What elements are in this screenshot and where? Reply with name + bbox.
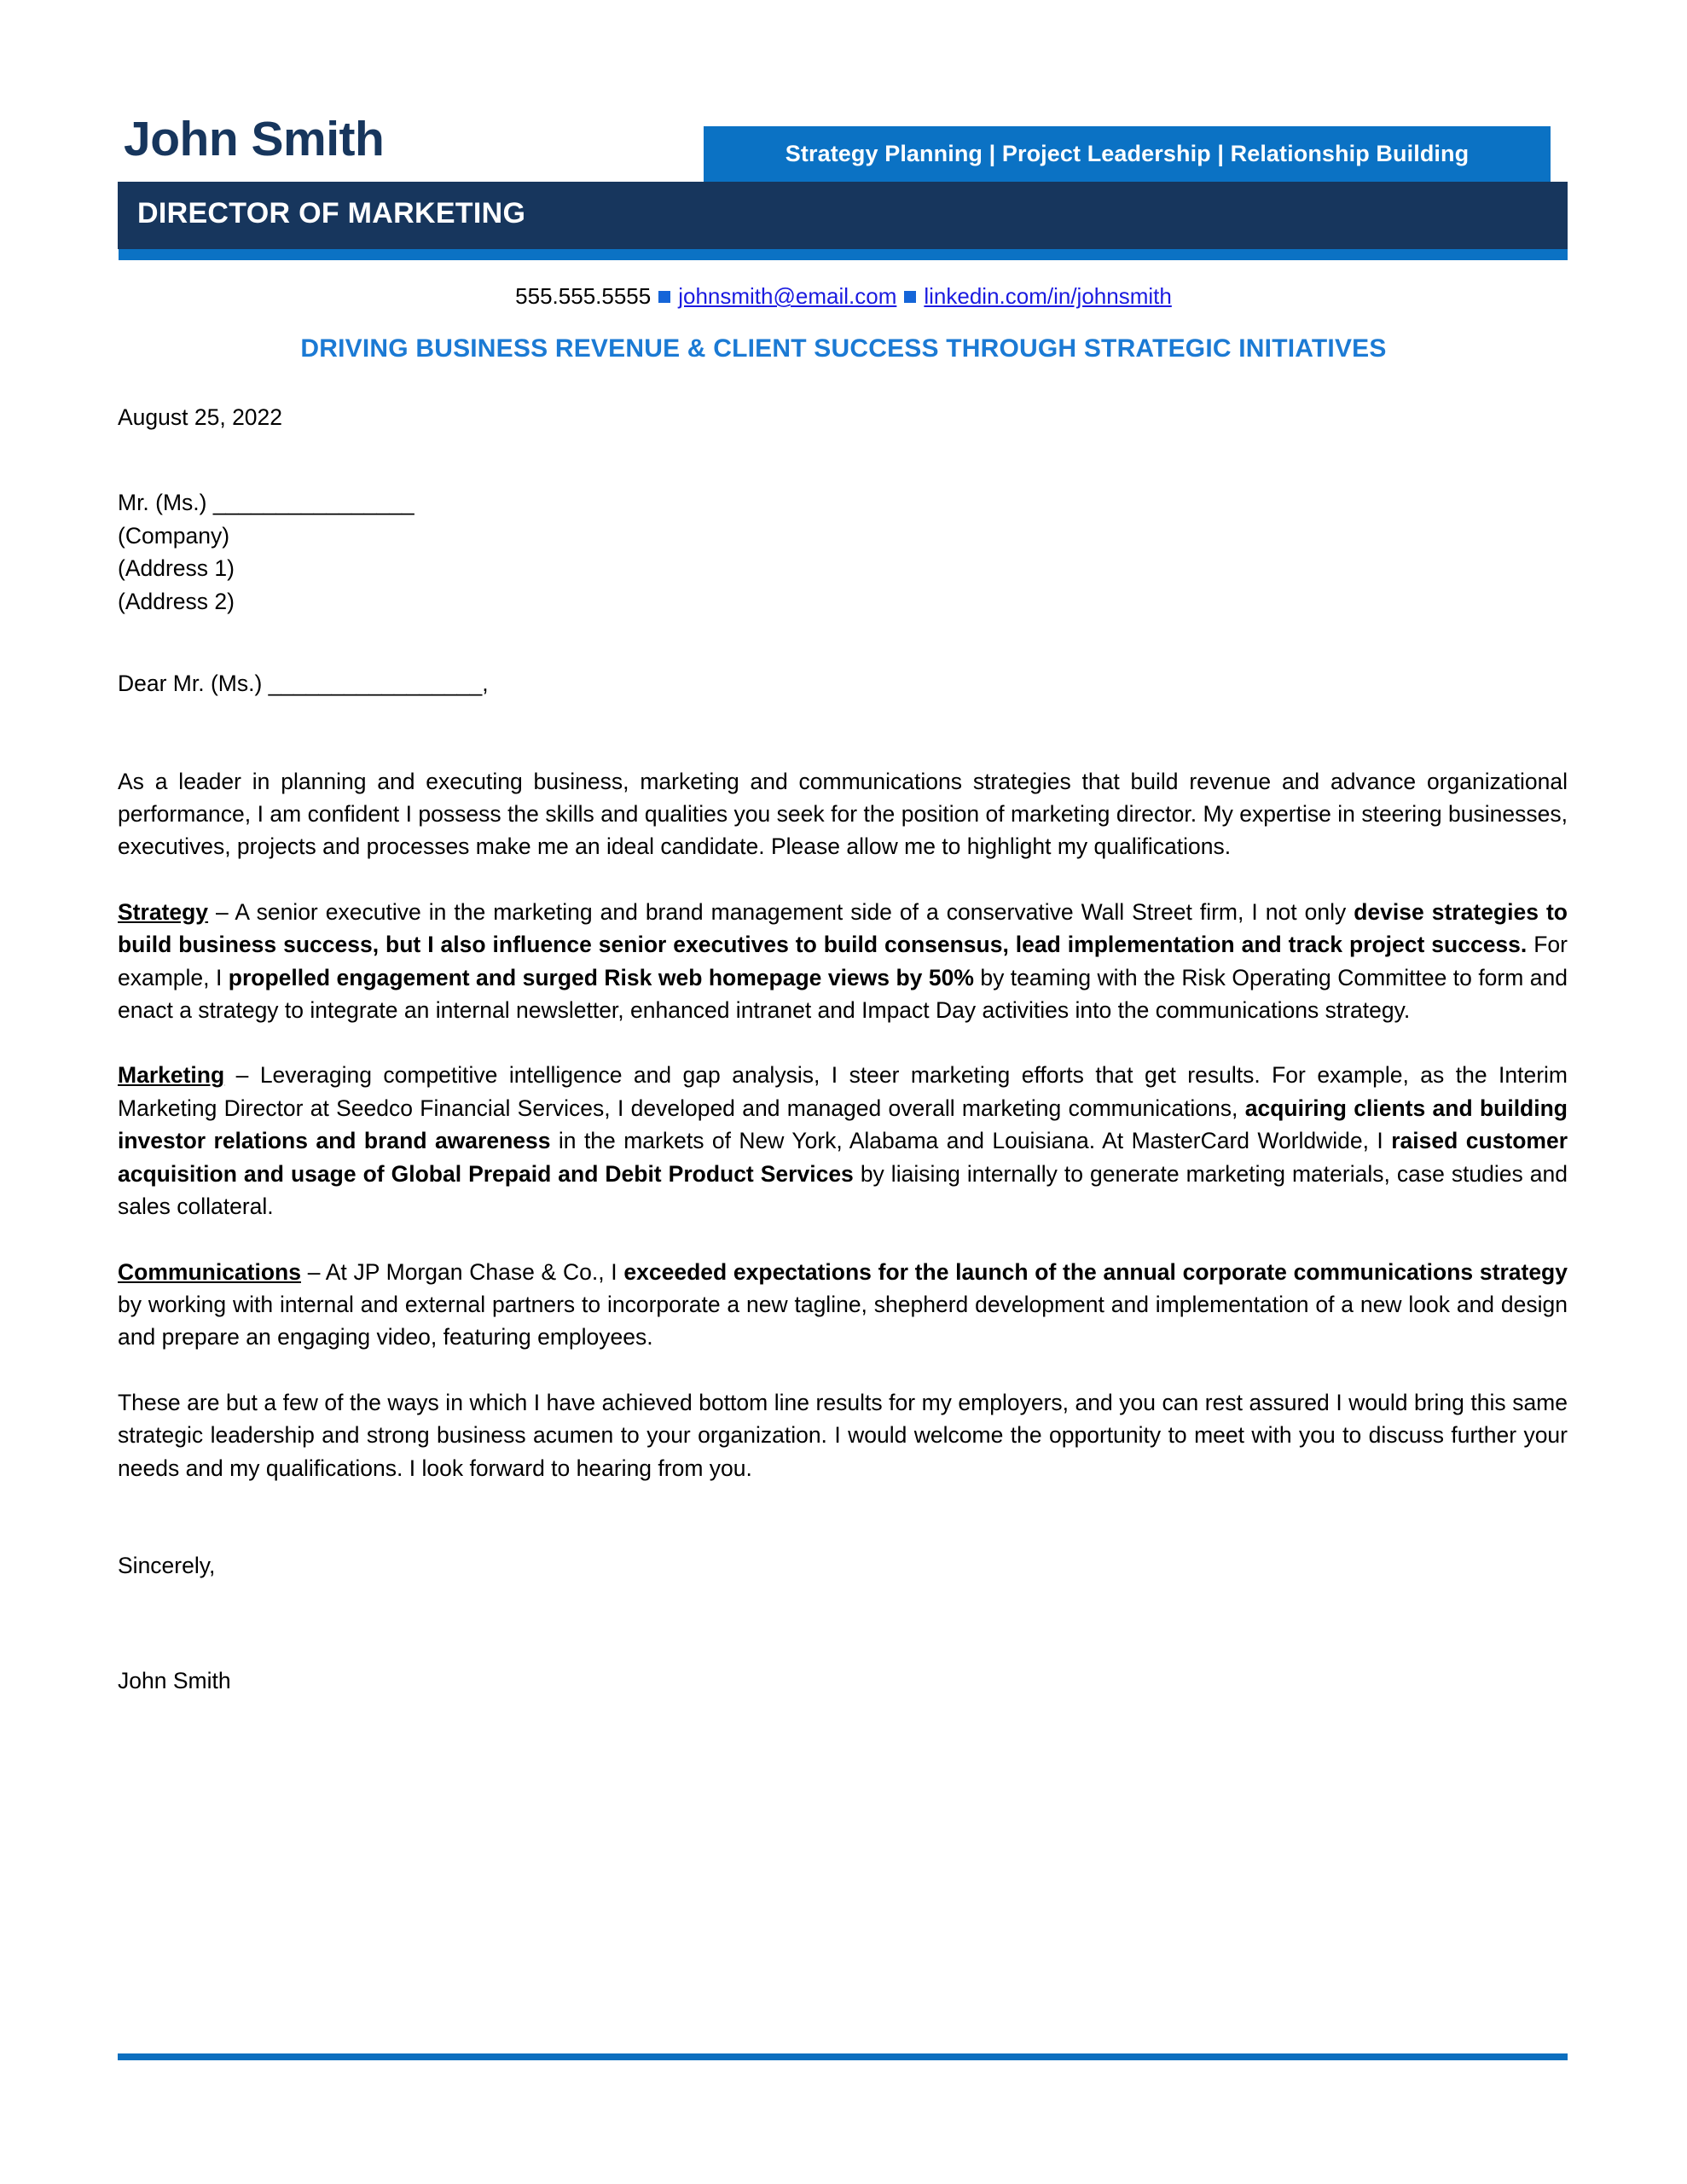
paragraph-strategy	[118, 896, 1568, 1027]
strategy-text-1: A senior executive in the marketing and brand management side of a conservative Wall Street firm, I not only	[235, 898, 1354, 925]
marketing-text-1: Leveraging competitive intelligence and gap analysis, I steer marketing efforts that get results. For example, as the Interim Marketing Director at Seedco Financial Services, I developed and managed overall marketing communications,	[118, 1062, 1568, 1121]
marketing-bold-2: raised customer acquisition and usage of Global Prepaid and Debit Product Services	[118, 1128, 1568, 1187]
contact-line	[0, 283, 1687, 310]
strategy-dash: –	[208, 898, 235, 925]
letter-date: August 25, 2022	[118, 404, 283, 430]
strategy-bold-2: propelled engagement and surged Risk web homepage views by 50%	[228, 964, 974, 990]
communications-label: Communications	[118, 1258, 301, 1285]
spacer	[118, 1223, 1568, 1256]
strategy-text-3: by teaming with the Risk Operating Committee to form and enact a strategy to integrate an internal newsletter, enhanced intranet and Impact Day activities into the communications strategy.	[118, 964, 1568, 1024]
strategy-bold-1: devise strategies to build business success, but I also influence senior executives to build consensus, lead implementation and track project success.	[118, 898, 1568, 958]
strategy-text-2: For example, I	[118, 932, 1568, 990]
marketing-label: Marketing	[118, 1062, 225, 1089]
spacer	[118, 1354, 1568, 1386]
recipient-address1-line: (Address 1)	[118, 555, 235, 582]
closing-salutation: Sincerely,	[118, 1553, 216, 1579]
recipient-company-line: (Company)	[118, 522, 230, 549]
header-accent-rule	[119, 249, 1568, 260]
recipient-address2-line: (Address 2)	[118, 588, 235, 614]
page-title: John Smith	[124, 112, 385, 166]
linkedin-link[interactable]: linkedin.com/in/johnsmith	[924, 283, 1172, 309]
paragraph-intro: As a leader in planning and executing business, marketing and communications strategies that build revenue and advance organizational performance, I am confident I possess the skills and qualities you seek for the position of marketing director. My expertise in steering businesses, executives, projects and processes make me an ideal candidate. Please allow me to highlight my qualifications.	[118, 768, 1568, 860]
strategy-label: Strategy	[118, 898, 209, 925]
letter-header	[0, 0, 1687, 282]
letter-body	[118, 401, 1568, 1697]
bullet-square-icon	[904, 291, 916, 303]
communications-bold-1: exceeded expectations for the launch of the annual corporate communications strategy	[623, 1258, 1568, 1285]
marketing-text-2: in the markets of New York, Alabama and Louisiana. At MasterCard Worldwide, I	[550, 1128, 1392, 1154]
phone-number: 555.555.5555	[515, 283, 652, 309]
spacer	[118, 700, 1568, 765]
marketing-text-3: by liaising internally to generate marketing materials, case studies and sales collateral.	[118, 1160, 1568, 1220]
spacer	[118, 1026, 1568, 1059]
paragraph-closing: These are but a few of the ways in which I have achieved bottom line results for my employers, and you can rest assured I would bring this same strategic leadership and strong business acumen to your organization. I would welcome the opportunity to meet with you to discuss further your needs and my qualifications. I look forward to hearing from you.	[118, 1389, 1568, 1481]
email-link[interactable]: johnsmith@email.com	[678, 283, 897, 309]
recipient-address-block	[118, 486, 1568, 618]
spacer	[118, 863, 1568, 896]
marketing-dash: –	[224, 1062, 260, 1089]
recipient-name-line: Mr. (Ms.) ________________	[118, 490, 415, 516]
marketing-bold-1: acquiring clients and building investor relations and brand awareness	[118, 1095, 1568, 1154]
spacer	[118, 1583, 1568, 1664]
bullet-square-icon	[658, 291, 670, 303]
headline-statement: DRIVING BUSINESS REVENUE & CLIENT SUCCESS THROUGH STRATEGIC INITIATIVES	[300, 334, 1387, 363]
tagline-banner	[704, 126, 1551, 182]
tagline-banner-text: Strategy Planning | Project Leadership | Relationship Building	[785, 141, 1470, 166]
communications-dash: –	[300, 1258, 326, 1285]
footer-rule	[118, 2053, 1568, 2060]
paragraph-communications	[118, 1256, 1568, 1354]
salutation: Dear Mr. (Ms.) _________________,	[118, 671, 489, 697]
paragraph-marketing	[118, 1059, 1568, 1223]
communications-text-1: At JP Morgan Chase & Co., I	[325, 1258, 624, 1285]
spacer	[118, 1484, 1568, 1549]
job-title-banner	[118, 182, 1568, 249]
signature-name: John Smith	[118, 1667, 231, 1693]
job-title-text: DIRECTOR OF MARKETING	[137, 197, 526, 229]
communications-text-2: by working with internal and external partners to incorporate a new tagline, shepherd development and implementation of a new look and design and prepare an engaging video, featuring employees.	[118, 1292, 1568, 1350]
